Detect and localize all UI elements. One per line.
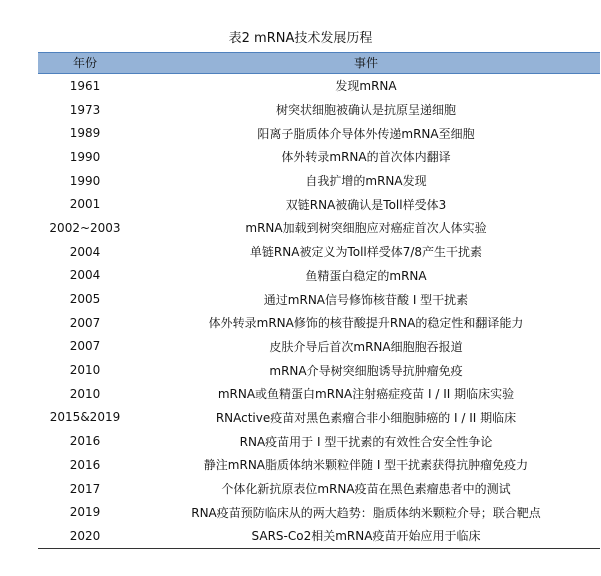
event-cell: RNActive疫苗对黑色素瘤合非小细胞肺癌的 I / II 期临床 (215, 410, 517, 425)
year-cell: 2007 (69, 339, 101, 354)
history-table-container (38, 52, 600, 549)
year-cell: 1990 (69, 149, 101, 164)
table-row (38, 98, 600, 122)
event-cell: 静注mRNA脂质体纳米颗粒伴随 I 型干扰素获得抗肿瘤免疫力 (203, 458, 529, 473)
year-cell: 2004 (69, 268, 101, 283)
event-cell: 发现mRNA (335, 79, 397, 94)
table-row (38, 335, 600, 359)
year-cell: 2005 (69, 292, 101, 307)
event-cell: mRNA介导树突细胞诱导抗肿瘤免疫 (269, 363, 463, 378)
event-cell: 阳离子脂质体介导体外传递mRNA至细胞 (257, 126, 475, 141)
event-cell: 体外转录mRNA的首次体内翻译 (281, 150, 451, 165)
table-row (38, 121, 600, 145)
table-row (38, 74, 600, 98)
year-cell: 1973 (69, 102, 101, 117)
year-cell: 2016 (69, 457, 101, 472)
event-cell: 体外转录mRNA修饰的核苷酸提升RNA的稳定性和翻译能力 (208, 316, 524, 331)
history-table (38, 52, 600, 549)
table-row (38, 382, 600, 406)
event-cell: 皮肤介导后首次mRNA细胞胞吞报道 (269, 339, 463, 354)
header-event: 事件 (132, 53, 600, 74)
year-cell: 2016 (69, 434, 101, 449)
table-row (38, 429, 600, 453)
table-row (38, 145, 600, 169)
event-cell: SARS-Co2相关mRNA疫苗开始应用于临床 (132, 524, 600, 548)
year-cell: 2001 (69, 197, 101, 212)
event-cell: 鱼精蛋白稳定的mRNA (305, 268, 427, 283)
table-row (38, 500, 600, 524)
event-cell: 个体化新抗原表位mRNA疫苗在黑色素瘤患者中的测试 (221, 482, 511, 497)
year-cell: 2015&2019 (49, 410, 121, 425)
year-cell: 2010 (69, 363, 101, 378)
event-cell: mRNA加载到树突细胞应对癌症首次人体实验 (245, 221, 487, 236)
table-row (38, 524, 600, 548)
year-cell: 2007 (69, 315, 101, 330)
year-cell: 2002~2003 (49, 220, 121, 235)
table-row (38, 287, 600, 311)
year-cell: 2020 (38, 524, 132, 548)
table-row (38, 192, 600, 216)
header-year: 年份 (38, 53, 132, 74)
table-row (38, 216, 600, 240)
year-cell: 2019 (69, 505, 101, 520)
table-title: 表2 mRNA技术发展历程 (228, 31, 373, 46)
event-cell: 通过mRNA信号修饰核苷酸 I 型干扰素 (263, 292, 469, 307)
header-row (38, 53, 600, 74)
event-cell: 自我扩增的mRNA发现 (305, 174, 427, 189)
table-body (38, 74, 600, 549)
event-cell: 双链RNA被确认是Toll样受体3 (285, 197, 447, 212)
table-header (38, 53, 600, 74)
table-row (38, 169, 600, 193)
year-cell: 2017 (69, 481, 101, 496)
event-cell: 树突状细胞被确认是抗原呈递细胞 (275, 103, 456, 118)
event-cell: 单链RNA被定义为Toll样受体7/8产生干扰素 (249, 245, 483, 260)
year-cell: 2010 (69, 386, 101, 401)
table-row (38, 311, 600, 335)
year-cell: 1989 (69, 126, 101, 141)
table-row (38, 477, 600, 501)
year-cell: 1961 (69, 78, 101, 93)
table-row (38, 358, 600, 382)
table-row (38, 240, 600, 264)
table-row (38, 406, 600, 430)
event-cell: RNA疫苗用于 I 型干扰素的有效性合安全性争论 (239, 434, 493, 449)
table-row (38, 453, 600, 477)
event-cell: mRNA或鱼精蛋白mRNA注射癌症疫苗 I / II 期临床实验 (217, 387, 515, 402)
table-row (38, 264, 600, 288)
year-cell: 2004 (69, 244, 101, 259)
year-cell: 1990 (69, 173, 101, 188)
event-cell: RNA疫苗预防临床从的两大趋势：脂质体纳米颗粒介导；联合靶点 (191, 505, 541, 520)
